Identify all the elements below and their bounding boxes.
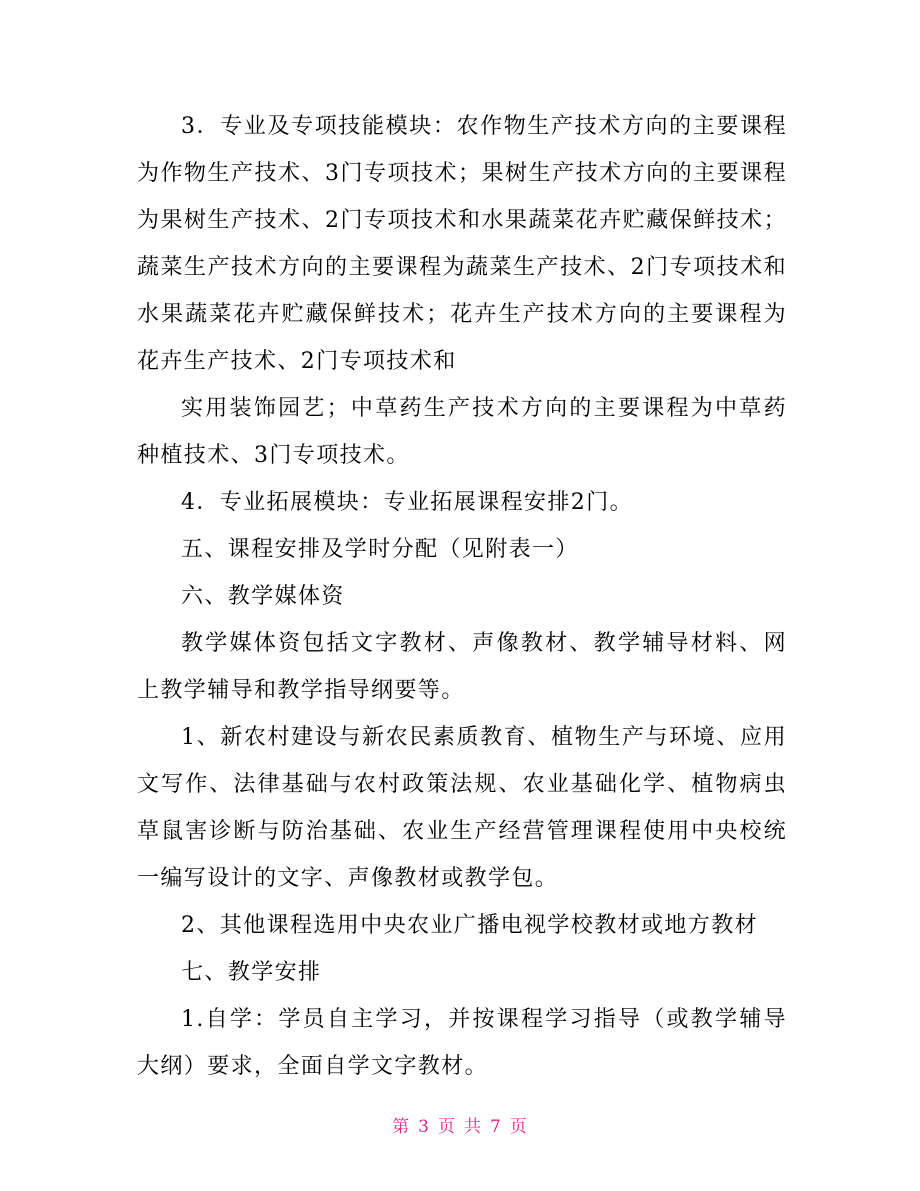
body-text bbox=[137, 103, 787, 1090]
paragraph-item-1: 1、新农村建设与新农民素质教育、植物生产与环境、应用文写作、法律基础与农村政策法规、农业基础化学、植物病虫草鼠害诊断与防治基础、农业生产经营管理课程使用中央校统一编写设计的文字、声像教材或教学包。 bbox=[137, 725, 787, 891]
heading-section-7: 七、教学安排 bbox=[181, 960, 322, 985]
paragraph-media-resources: 教学媒体资包括文字教材、声像教材、教学辅导材料、网上教学辅导和教学指导纲要等。 bbox=[137, 631, 787, 703]
paragraph-module-3-continued: 实用装饰园艺；中草药生产技术方向的主要课程为中草药种植技术、3门专项技术。 bbox=[137, 396, 787, 468]
paragraph-module-3: 3．专业及专项技能模块：农作物生产技术方向的主要课程为作物生产技术、3门专项技术；果树生产技术方向的主要课程为果树生产技术、2门专项技术和水果蔬菜花卉贮藏保鲜技术；蔬菜生产技术方向的主要课程为蔬菜生产技术、2门专项技术和水果蔬菜花卉贮藏保鲜技术；花卉生产技术方向的主要课程为花卉生产技术、2门专项技术和 bbox=[137, 114, 787, 374]
footer-word-ye: 页 bbox=[438, 1117, 456, 1137]
heading-section-6: 六、教学媒体资 bbox=[181, 584, 345, 609]
footer-word-di: 第 bbox=[392, 1117, 411, 1137]
paragraph-self-study: 1.自学：学员自主学习，并按课程学习指导（或教学辅导大纲）要求，全面自学文字教材。 bbox=[137, 1007, 787, 1079]
footer-page-number: 3 bbox=[418, 1117, 430, 1137]
footer-word-ye-end: 页 bbox=[509, 1117, 528, 1137]
paragraph-module-4: 4．专业拓展模块：专业拓展课程安排2门。 bbox=[181, 490, 633, 515]
footer-total-pages: 7 bbox=[490, 1117, 502, 1137]
footer-word-gong: 共 bbox=[464, 1117, 482, 1137]
page-footer bbox=[0, 1112, 920, 1137]
paragraph-item-2: 2、其他课程选用中央农业广播电视学校教材或地方教材 bbox=[181, 913, 758, 938]
heading-section-5: 五、课程安排及学时分配（见附表一） bbox=[181, 537, 579, 562]
